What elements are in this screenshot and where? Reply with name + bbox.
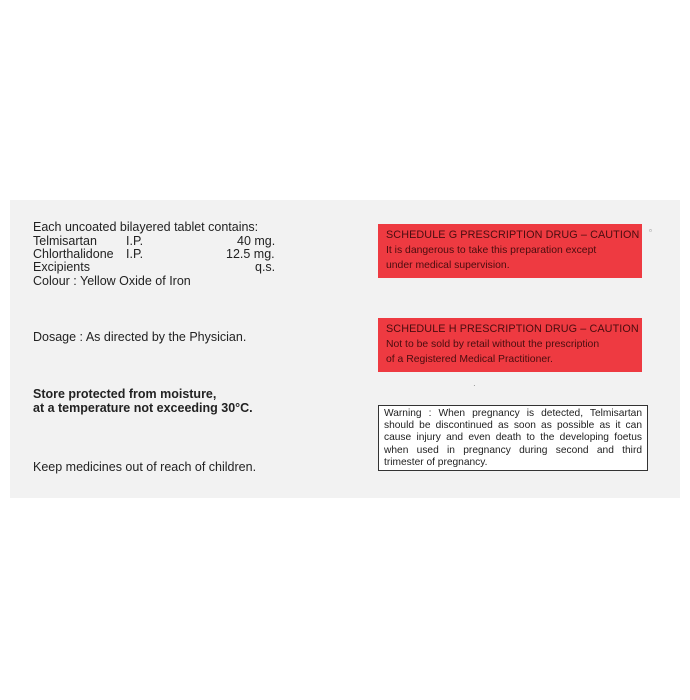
ingredient-grade: I.P. xyxy=(126,234,144,248)
schedule-g-caution-box xyxy=(378,224,642,278)
ingredient-amount: 12.5 mg. xyxy=(226,247,275,261)
pregnancy-warning-box xyxy=(378,405,648,471)
ingredient-amount: q.s. xyxy=(255,260,276,274)
schedule-g-line-2: under medical supervision. xyxy=(386,260,510,271)
colour-line: Colour : Yellow Oxide of Iron xyxy=(33,274,191,288)
storage-line-1: Store protected from moisture, xyxy=(33,387,217,401)
print-dot: · xyxy=(473,381,476,390)
schedule-h-line-2: of a Registered Medical Practitioner. xyxy=(386,354,553,365)
schedule-h-line-1: Not to be sold by retail without the prescription xyxy=(386,339,600,350)
composition-row-excipients xyxy=(33,261,293,274)
keep-away-children-text: Keep medicines out of reach of children. xyxy=(33,460,257,474)
print-mark: ▫ xyxy=(649,226,652,235)
ingredient-name: Excipients xyxy=(33,260,90,274)
schedule-g-line-1: It is dangerous to take this preparation except xyxy=(386,245,597,256)
schedule-h-caution-box xyxy=(378,318,642,372)
schedule-h-title: SCHEDULE H PRESCRIPTION DRUG – CAUTION xyxy=(386,323,639,335)
ingredient-grade: I.P. xyxy=(126,247,144,261)
composition-heading: Each uncoated bilayered tablet contains: xyxy=(33,220,259,234)
ingredient-amount: 40 mg. xyxy=(237,234,276,248)
storage-line-2: at a temperature not exceeding 30°C. xyxy=(33,401,253,415)
dosage-text: Dosage : As directed by the Physician. xyxy=(33,330,247,344)
schedule-g-title: SCHEDULE G PRESCRIPTION DRUG – CAUTION xyxy=(386,229,640,241)
ingredient-name: Telmisartan xyxy=(33,234,97,248)
pregnancy-warning-text: Warning : When pregnancy is detected, Telmisartan should be discontinued as soon as possible as it can cause injury and even death to the developing foetus when used in pregnancy during second and third trimester of pregnancy. xyxy=(384,408,642,468)
ingredient-name: Chlorthalidone xyxy=(33,247,114,261)
